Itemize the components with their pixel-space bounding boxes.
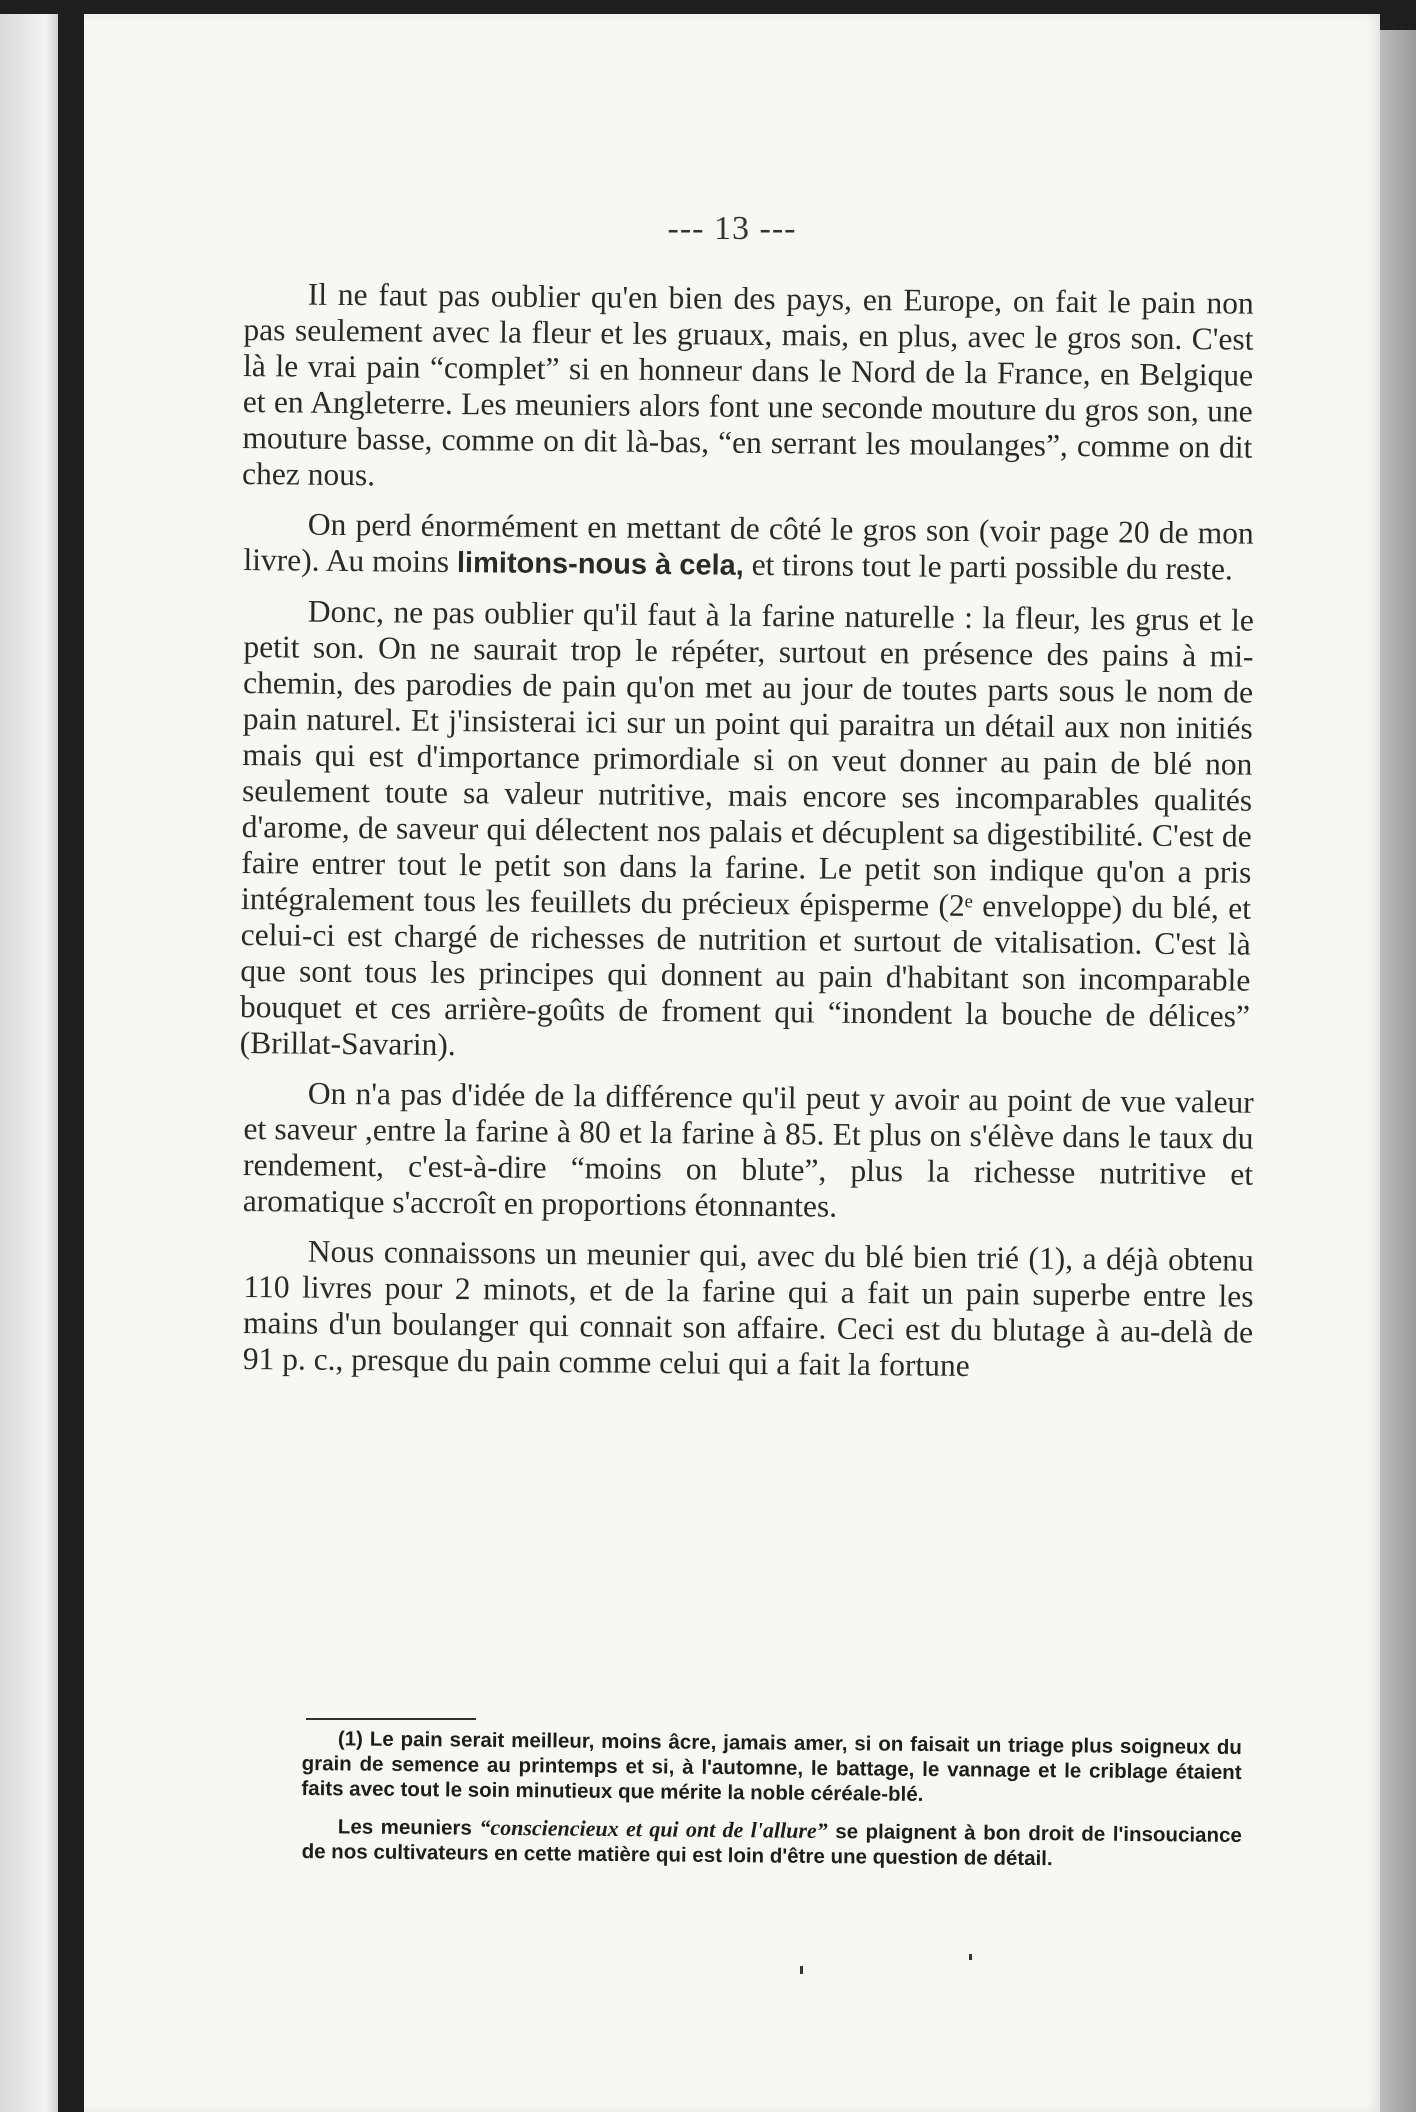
- paragraph-2-text-a: On perd énormément en mettant de côté le gros son (voir page 20 de mon livre). Au moins: [243, 506, 1254, 580]
- paragraph-4: [243, 1075, 1254, 1229]
- paragraph-2-bold: limitons-nous à cela,: [456, 547, 744, 582]
- paragraph-2: [243, 506, 1254, 589]
- footnote-1-text: (1) Le pain serait meilleur, moins âcre, jamais amer, si on faisait un triage plus soigneux du grain de semence au printemps et si, à l'automne, le battage, le vannage et le criblage étaient faits avec tout le soin minutieux que mérite la noble céréale-blé.: [301, 1727, 1242, 1806]
- footnotes: [302, 1726, 1242, 1876]
- paragraph-3: [240, 593, 1254, 1071]
- body-text: [239, 276, 1254, 1391]
- paragraph-1-text: Il ne faut pas oublier qu'en bien des pays, en Europe, on fait le pain non pas seulement avec la fleur et les gruaux, mais, en plus, avec le gros son. C'est là le vrai pain “complet” si en honneur dans le Nord de la France, en Belgique et en Angleterre. Les meuniers alors font une seconde mouture du gros son, une mouture basse, comme on dit là-bas, “en serrant les moulanges”, comme on dit chez nous.: [241, 276, 1254, 493]
- paragraph-2-text-b: et tirons tout le parti possible du reste.: [743, 546, 1233, 587]
- page-number: --- 13 ---: [667, 210, 797, 247]
- paragraph-5-text: Nous connaissons un meunier qui, avec du blé bien trié (1), a déjà obtenu 110 livres pour 2 minots, et de la farine qui a fait un pain superbe entre les mains d'un boulanger qui connait son affaire. Ceci est du blutage à au-delà de 91 p. c., presque du pain comme celui qui a fait la fortune: [242, 1233, 1254, 1383]
- paragraph-3-text: Donc, ne pas oublier qu'il faut à la farine naturelle : la fleur, les grus et le petit son. On ne saurait trop le répéter, surtout en présence des pains à mi-chemin, des parodies de pain qu'on met au jour de toutes parts sous le nom de pain naturel. Et j'insisterai ici sur un point qui paraitra un détail aux non initiés mais qui est d'importance primordiale si on veut donner au pain de blé non seulement toute sa valeur nutritive, mais encore ses incomparables qualités d'arome, de saveur qui délectent nos palais et décuplent sa digestibilité. C'est de faire entrer tout le petit son dans la farine. Le petit son indique qu'on a pris intégralement tous les feuillets du précieux épisperme (2ᵉ enveloppe) du blé, et celui-ci est chargé de richesses de nutrition et surtout de vitalisation. C'est là que sont tous les principes qui donnent au pain d'habitant son incomparable bouquet et ces arrière-goûts de froment qui “inondent la bouche de délices” (Brillat-Savarin).: [239, 593, 1254, 1063]
- footnote-rule: [306, 1718, 476, 1720]
- print-speck: [969, 1954, 972, 1960]
- footnote-2: [302, 1813, 1242, 1873]
- paragraph-1: [242, 276, 1254, 502]
- paragraph-4-text: On n'a pas d'idée de la différence qu'il peut y avoir au point de vue valeur et saveur ,entre la farine à 80 et la farine à 85. Et plus on s'élève dans le taux du rendement, c'est-à-dire “moins on blute”, plus la richesse nutritive et aromatique s'accroît en proportions étonnantes.: [242, 1075, 1254, 1224]
- footnote-2-text-a: Les meuniers: [337, 1815, 480, 1840]
- paragraph-5: [243, 1233, 1254, 1387]
- footnote-1: [301, 1726, 1242, 1810]
- book-page: [84, 14, 1380, 2112]
- print-speck: [800, 1966, 803, 1974]
- adjacent-page-edge: [0, 14, 58, 2112]
- page-stack-edge: [1380, 30, 1416, 2112]
- footnote-2-text-b: se plaignent à bon droit de l'insouciance de nos cultivateurs en cette matière qui est loin d'être une question de détail.: [301, 1820, 1242, 1871]
- footnote-2-italic: “consciencieux et qui ont de l'allure”: [479, 1814, 828, 1844]
